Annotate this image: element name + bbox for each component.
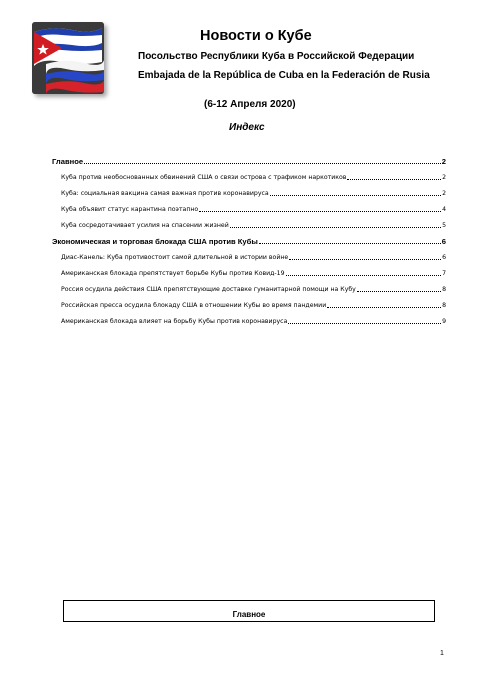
toc-entry[interactable] (52, 202, 446, 214)
toc-page-number: 8 (442, 302, 446, 309)
flags-logo-graphic (32, 22, 104, 94)
toc-entry-title: Куба объявит статус карантина поэтапно (61, 206, 199, 213)
toc-entry[interactable] (52, 250, 446, 262)
toc-page-number: 4 (442, 206, 446, 213)
toc-page-number: 8 (442, 286, 446, 293)
toc-entry-title: Куба против необоснованных обвинений США о связи острова с трафиком наркотиков (61, 174, 347, 181)
toc-entry[interactable] (52, 298, 446, 310)
page-number: 1 (440, 650, 444, 657)
section-header-box (63, 600, 435, 622)
toc-dot-leader (199, 211, 441, 212)
toc-entry[interactable] (52, 186, 446, 198)
toc-dot-leader (259, 243, 441, 244)
toc-page-number: 9 (442, 318, 446, 325)
toc-entry[interactable] (52, 266, 446, 278)
toc-entry-title: Российская пресса осудила блокаду США в отношении Кубы во время пандемии (61, 302, 327, 309)
toc-page-number: 5 (442, 222, 446, 229)
toc-page-number: 2 (442, 174, 446, 181)
cuba-russia-flags-logo (32, 22, 104, 94)
toc-entry-title: Экономическая и торговая блокада США против Кубы (52, 237, 258, 246)
toc-entry-title: Куба: социальная вакцина самая важная против коронавируса (61, 190, 269, 197)
embassy-name-spanish: Embajada de la República de Cuba en la Federación de Rusia (138, 70, 430, 81)
toc-entry-title: Диас-Канель: Куба противостоит самой длительной в истории войне (61, 254, 289, 261)
toc-page-number: 6 (441, 237, 446, 246)
embassy-name-russian: Посольство Республики Куба в Российской Федерации (138, 51, 415, 62)
toc-entry-title: Главное (52, 157, 84, 166)
toc-entry[interactable] (52, 314, 446, 326)
toc-page-number: 7 (442, 270, 446, 277)
toc-section-entry[interactable] (52, 234, 446, 246)
date-range: (6-12 Апреля 2020) (204, 99, 296, 110)
toc-dot-leader (357, 291, 441, 292)
toc-dot-leader (84, 163, 441, 164)
toc-dot-leader (289, 259, 441, 260)
index-heading: Индекс (229, 122, 265, 133)
toc-entry[interactable] (52, 218, 446, 230)
toc-dot-leader (288, 323, 441, 324)
toc-entry-title: Американская блокада влияет на борьбу Кубы против коронавируса (61, 318, 288, 325)
toc-entry-title: Американская блокада препятствует борьбе Кубы против Ковид-19 (61, 270, 285, 277)
toc-entry-title: Россия осудила действия США препятствующие доставке гуманитарной помощи на Кубу (61, 286, 356, 293)
section-title: Главное (232, 610, 266, 619)
toc-dot-leader (230, 227, 441, 228)
toc-section-entry[interactable] (52, 154, 446, 166)
toc-entry[interactable] (52, 282, 446, 294)
toc-dot-leader (327, 307, 441, 308)
toc-page-number: 2 (442, 190, 446, 197)
toc-entry-title: Куба сосредотачивает усилия на спасении жизней (61, 222, 229, 229)
toc-dot-leader (286, 275, 442, 276)
toc-page-number: 2 (441, 157, 446, 166)
toc-entry[interactable] (52, 170, 446, 182)
toc-dot-leader (347, 179, 441, 180)
toc-page-number: 6 (442, 254, 446, 261)
document-title: Новости о Кубе (200, 28, 312, 44)
toc-dot-leader (270, 195, 441, 196)
